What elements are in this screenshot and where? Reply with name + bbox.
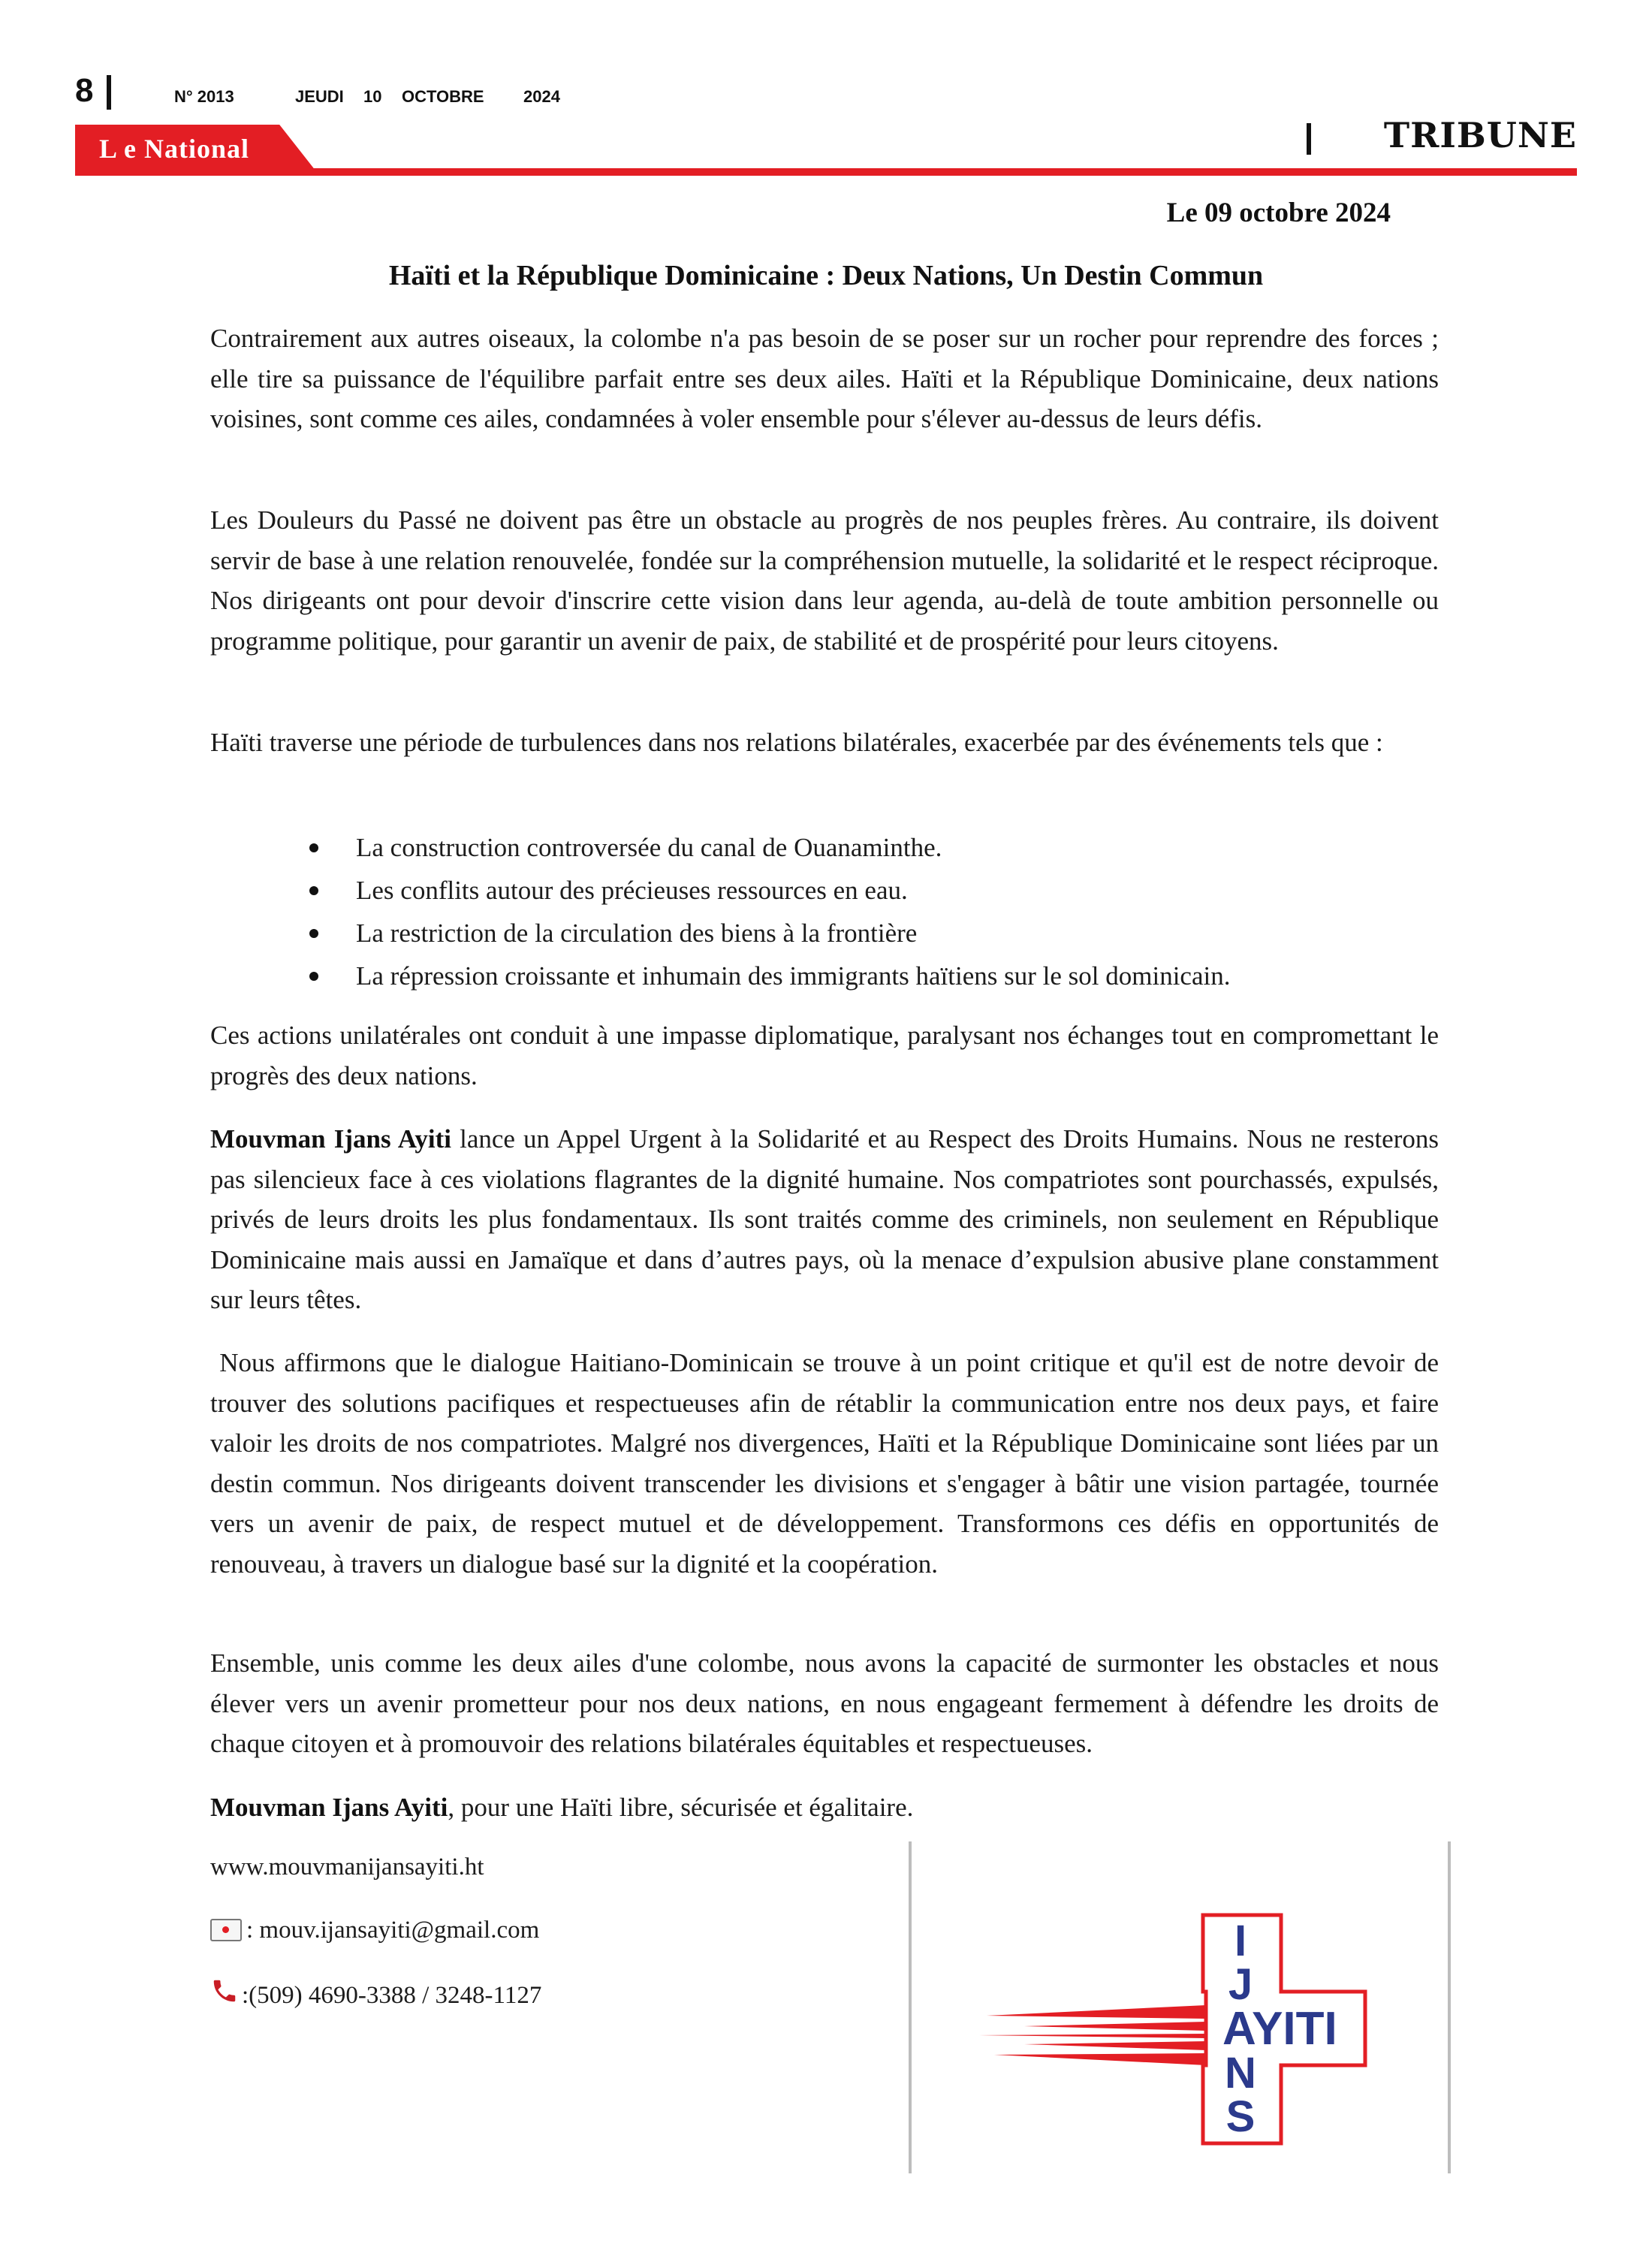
issue-year: 2024 bbox=[523, 87, 560, 106]
paragraph-5 bbox=[210, 1119, 1439, 1320]
sign-off-text: , pour une Haïti libre, sécurisée et égalitaire. bbox=[448, 1793, 914, 1822]
logo-letter: I bbox=[1234, 1917, 1247, 1965]
newspaper-name: L e National bbox=[99, 134, 250, 164]
article-title: Haïti et la République Dominicaine : Deux Nations, Un Destin Commun bbox=[388, 260, 1264, 291]
issue-month: OCTOBRE bbox=[402, 87, 484, 106]
page-number: 8 bbox=[75, 72, 94, 109]
list-item: La répression croissante et inhumain des immigrants haïtiens sur le sol dominicain. bbox=[308, 955, 1434, 997]
section-divider bbox=[1307, 123, 1311, 155]
logo-letter: S bbox=[1225, 2092, 1256, 2141]
list-item: La restriction de la circulation des biens à la frontière bbox=[308, 912, 1434, 955]
list-item: La construction controversée du canal de Ouanaminthe. bbox=[308, 826, 1434, 869]
section-title: TRIBUNE bbox=[1383, 115, 1577, 155]
phone-line[interactable] bbox=[210, 1977, 541, 2014]
issue-number: N° 2013 bbox=[174, 87, 234, 106]
ijans-ayiti-logo bbox=[912, 1841, 1448, 2173]
paragraph-1: Contrairement aux autres oiseaux, la colombe n'a pas besoin de se poser sur un rocher pour reprendre des forces ; elle tire sa puissance de l'équilibre parfait entre ses deux ailes. Haïti et la République Dominicaine, deux nations voisines, sont comme ces ailes, condamnées à voler ensemble pour s'élever au-dessus de leurs défis. bbox=[210, 324, 1439, 433]
logo-word: AYITI bbox=[1222, 2003, 1337, 2055]
envelope-icon bbox=[210, 1919, 242, 1941]
paragraph-4: Ces actions unilatérales ont conduit à une impasse diplomatique, paralysant nos échanges tout en compromettant le progrès des deux nations. bbox=[210, 1021, 1439, 1090]
letter-date: Le 09 octobre 2024 bbox=[1166, 198, 1391, 228]
website[interactable]: www.mouvmanijansayiti.ht bbox=[210, 1853, 484, 1881]
issue-day: JEUDI bbox=[295, 87, 344, 106]
sign-off bbox=[210, 1787, 1439, 1828]
organization-name: Mouvman Ijans Ayiti bbox=[210, 1124, 452, 1154]
email-line[interactable] bbox=[210, 1914, 539, 1947]
paragraph-3: Haïti traverse une période de turbulences dans nos relations bilatérales, exacerbée par des événements tels que : bbox=[210, 728, 1383, 757]
events-list bbox=[308, 826, 1434, 997]
header-rule bbox=[75, 168, 1577, 176]
organization-logo bbox=[909, 1841, 1451, 2173]
organization-name: Mouvman Ijans Ayiti bbox=[210, 1793, 448, 1822]
phone-numbers[interactable]: :(509) 4690-3388 / 3248-1127 bbox=[242, 1982, 542, 2009]
phone-icon bbox=[210, 1977, 239, 2014]
paragraph-7: Ensemble, unis comme les deux ailes d'une colombe, nous avons la capacité de surmonter les obstacles et nous élever vers un avenir prometteur pour nos deux nations, en nous engageant fermement à défendre les droits de chaque citoyen et à promouvoir des relations bilatérales équitables et respectueuses. bbox=[210, 1648, 1439, 1758]
email-address[interactable]: : mouv.ijansayiti@gmail.com bbox=[246, 1917, 540, 1944]
page-number-divider bbox=[107, 75, 111, 110]
paragraph-6: Nous affirmons que le dialogue Haitiano-Dominicain se trouve à un point critique et qu'il est de notre devoir de trouver des solutions pacifiques et respectueuses afin de rétablir la communication entre nos deux pays, et faire valoir les droits de nos compatriotes. Malgré nos divergences, Haïti et la République Dominicaine sont liées par un destin commun. Nos dirigeants doivent transcender les divisions et s'engager à bâtir une vision partagée, tournée vers un avenir de paix, de respect mutuel et de développement. Transformons ces défis en opportunités de renouveau, à travers un dialogue basé sur la dignité et la coopération. bbox=[210, 1348, 1446, 1579]
paragraph-2: Les Douleurs du Passé ne doivent pas être un obstacle au progrès de nos peuples frères. Au contraire, ils doivent servir de base à une relation renouvelée, fondée sur la compréhension mutuelle, la solidarité et le respect réciproque. Nos dirigeants ont pour devoir d'inscrire cette vision dans leur agenda, au-delà de toute ambition personnelle ou programme politique, pour garantir un avenir de paix, de stabilité et de prospérité pour leurs citoyens. bbox=[210, 505, 1439, 656]
issue-date-day: 10 bbox=[363, 87, 382, 106]
paragraph-5-text: lance un Appel Urgent à la Solidarité et au Respect des Droits Humains. Nous ne resterons pas silencieux face à ces violations flagrantes de la dignité humaine. Nos compatriotes sont pourchassés, expulsés, privés de leurs droits les plus fondamentaux. Ils sont traités comme des criminels, non seulement en République Dominicaine mais aussi en Jamaïque et dans d’autres pays, où la menace d’expulsion abusive plane constamment sur leurs têtes. bbox=[210, 1124, 1439, 1314]
logo-letter: N bbox=[1225, 2049, 1256, 2098]
list-item: Les conflits autour des précieuses ressources en eau. bbox=[308, 869, 1434, 912]
logo-letter: J bbox=[1228, 1960, 1253, 2009]
